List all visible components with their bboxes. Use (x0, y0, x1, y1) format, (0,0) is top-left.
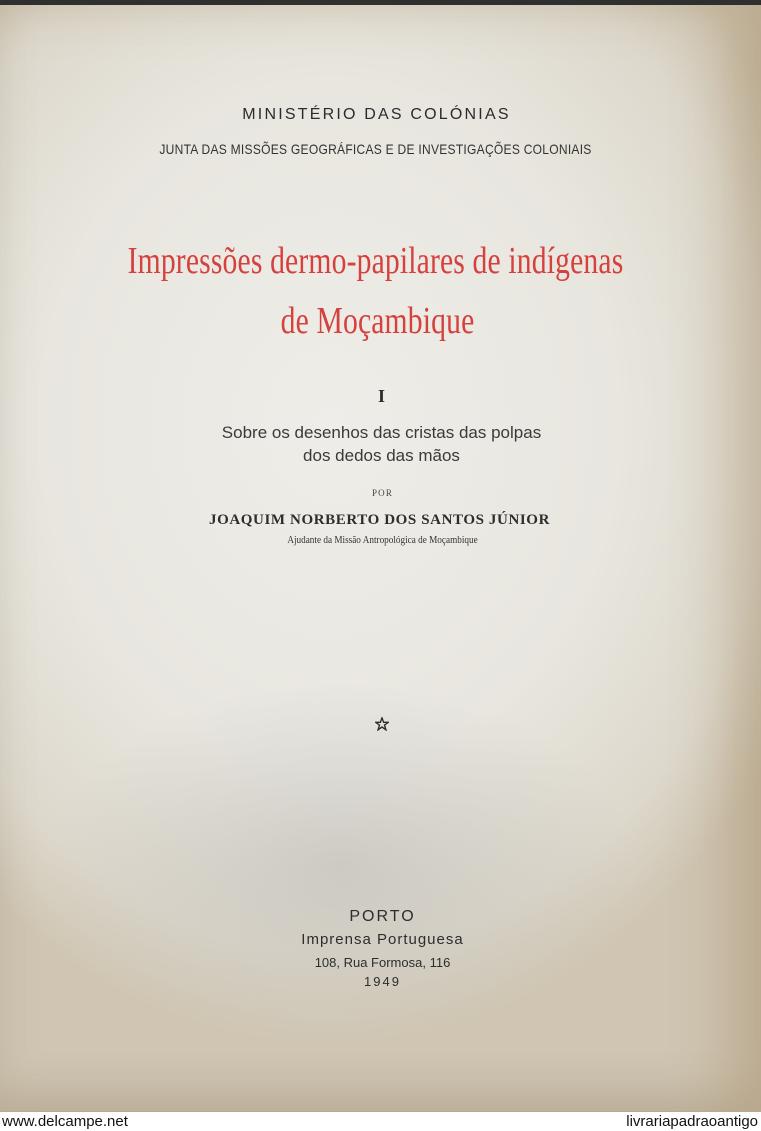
publisher-name: Imprensa Portuguesa (301, 931, 464, 948)
author-name: JOAQUIM NORBERTO DOS SANTOS JÚNIOR (208, 512, 551, 528)
by-label: POR (371, 488, 394, 498)
publication-place: PORTO (349, 908, 416, 925)
title-line-2: de Moçambique (280, 300, 475, 342)
publication-year: 1949 (364, 974, 401, 989)
subtitle-line-2: dos dedos das mãos (303, 446, 460, 465)
ministry-heading: MINISTÉRIO DAS COLÓNIAS (242, 106, 511, 123)
subtitle-line-1: Sobre os desenhos das cristas das polpas (221, 423, 542, 442)
watermark-right: livrariapadraoantigo (626, 1113, 758, 1130)
watermark-left: www.delcampe.net (2, 1113, 128, 1130)
junta-heading: JUNTA DAS MISSÕES GEOGRÁFICAS E DE INVESTIGAÇÕES COLONIAIS (159, 141, 592, 157)
title-page (0, 5, 761, 1111)
star-ornament-icon (1, 717, 761, 736)
volume-number: I (377, 386, 385, 406)
publisher-address: 108, Rua Formosa, 116 (314, 955, 451, 970)
watermark-bar (0, 1112, 761, 1131)
author-affiliation: Ajudante da Missão Antropológica de Moçambique (287, 535, 478, 546)
title-line-1: Impressões dermo-papilares de indígenas (127, 240, 624, 282)
